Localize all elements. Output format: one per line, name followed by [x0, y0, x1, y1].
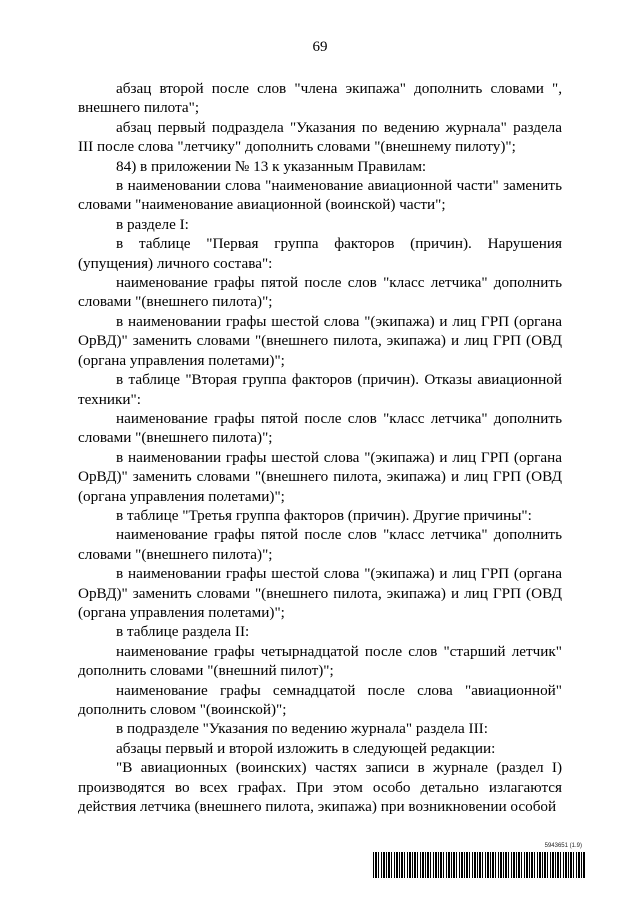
paragraph: в наименовании слова "наименование авиационной части" заменить словами "наименование авиационной (воинской) части"; — [78, 177, 562, 214]
paragraph: наименование графы четырнадцатой после слов "старший летчик" дополнить словами "(внешний пилот)"; — [78, 642, 562, 680]
document-body — [78, 79, 562, 816]
paragraph: в подразделе "Указания по ведению журнала" раздела III: — [116, 720, 488, 738]
paragraph: в таблице "Третья группа факторов (причин). Другие причины": — [116, 506, 532, 524]
paragraph: "В авиационных (воинских) частях записи в журнале (раздел I) производятся во всех графах. При этом особо детально излагаются действия летчика (внешнего пилота, экипажа) при возникновении особой — [78, 759, 562, 816]
paragraph: в наименовании графы шестой слова "(экипажа) и лиц ГРП (органа ОрВД)" заменить словами "(внешнего пилота, экипажа) и лиц ГРП (ОВД (органа управления полетами)"; — [78, 565, 562, 621]
paragraph: в разделе I: — [116, 215, 189, 233]
paragraph: наименование графы пятой после слов "класс летчика" дополнить словами "(внешнего пилота)"; — [78, 526, 562, 563]
paragraph: абзац первый подраздела "Указания по ведению журнала" раздела III после слова "летчику" дополнить словами "(внешнему пилоту)"; — [78, 118, 562, 156]
paragraph: 84) в приложении № 13 к указанным Правилам: — [116, 157, 427, 175]
paragraph: наименование графы пятой после слов "класс летчика" дополнить словами "(внешнего пилота)"; — [78, 274, 562, 311]
paragraph: в таблице "Первая группа факторов (причин). Нарушения (упущения) личного состава": — [78, 235, 562, 272]
paragraph: наименование графы пятой после слов "класс летчика" дополнить словами "(внешнего пилота)"; — [78, 409, 562, 447]
paragraph: абзацы первый и второй изложить в следующей редакции: — [116, 739, 496, 757]
paragraph: в таблице раздела II: — [116, 623, 250, 641]
paragraph: абзац второй после слов "члена экипажа" дополнить словами ", внешнего пилота"; — [78, 80, 562, 117]
page-number: 69 — [312, 39, 328, 55]
paragraph: наименование графы семнадцатой после слова "авиационной" дополнить словом "(воинской)"; — [78, 681, 562, 718]
barcode-icon — [373, 852, 585, 878]
paragraph: в наименовании графы шестой слова "(экипажа) и лиц ГРП (органа ОрВД)" заменить словами "(внешнего пилота, экипажа) и лиц ГРП (ОВД (органа управления полетами)"; — [78, 312, 562, 369]
paragraph: в таблице "Вторая группа факторов (причин). Отказы авиационной техники": — [78, 371, 562, 408]
paragraph: в наименовании графы шестой слова "(экипажа) и лиц ГРП (органа ОрВД)" заменить словами "(внешнего пилота, экипажа) и лиц ГРП (ОВД (органа управления полетами)"; — [78, 448, 562, 505]
document-code: 5943651 (1.9) — [544, 843, 582, 849]
